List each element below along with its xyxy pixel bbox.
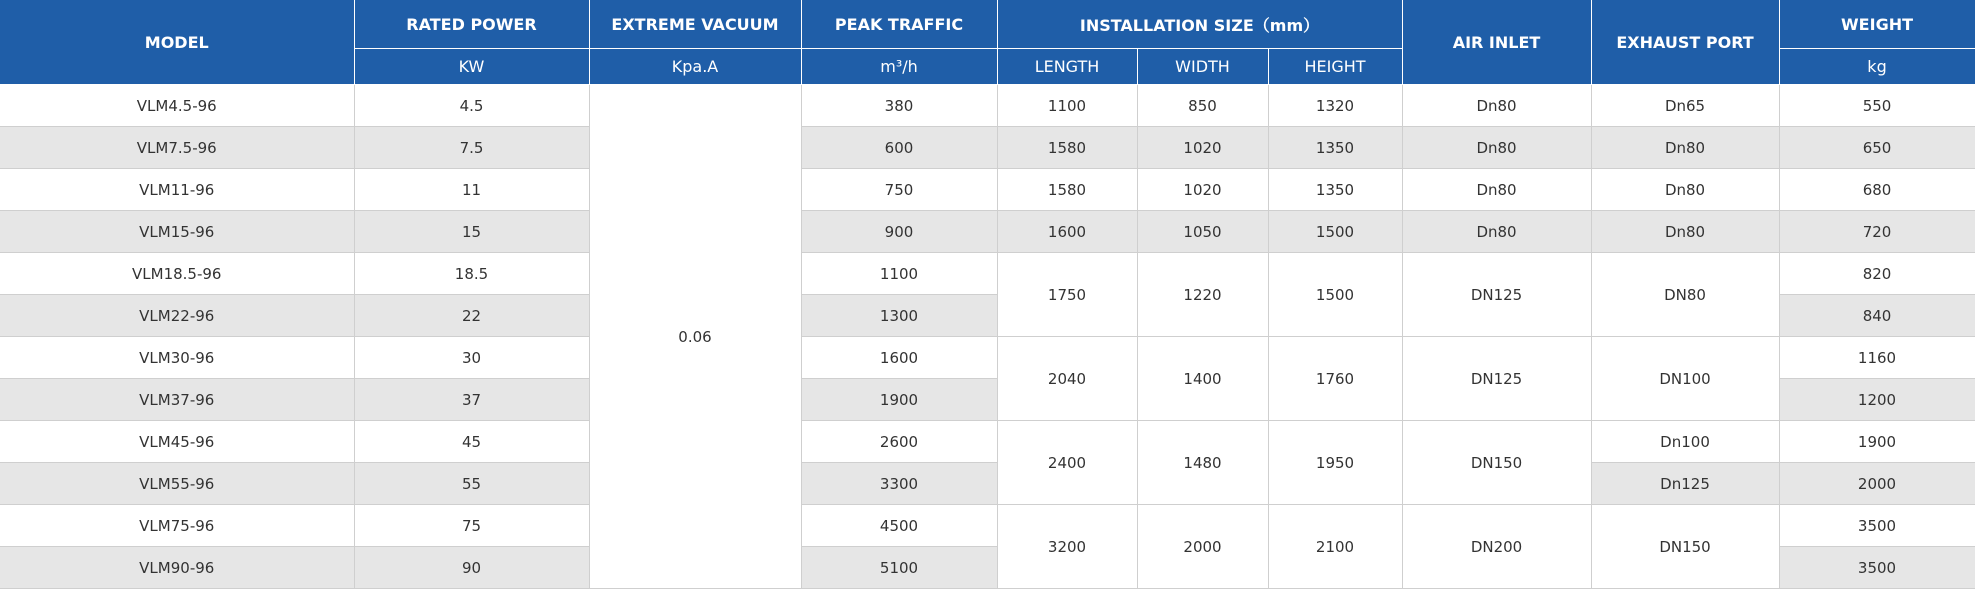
length-cell: 2400	[997, 421, 1137, 505]
table-row	[0, 421, 1975, 463]
table-row	[0, 169, 1975, 211]
header-installation-size: INSTALLATION SIZE（mm）	[997, 0, 1402, 49]
traffic-cell: 1300	[801, 295, 997, 337]
model-cell: VLM45-96	[0, 421, 354, 463]
height-cell: 1950	[1268, 421, 1402, 505]
width-cell: 1480	[1137, 421, 1268, 505]
unit-extreme-vacuum: Kpa.A	[589, 49, 801, 85]
power-cell: 75	[354, 505, 589, 547]
table-row	[0, 85, 1975, 127]
weight-cell: 840	[1779, 295, 1975, 337]
table-row	[0, 463, 1975, 505]
model-cell: VLM30-96	[0, 337, 354, 379]
power-cell: 15	[354, 211, 589, 253]
weight-cell: 820	[1779, 253, 1975, 295]
length-cell: 1580	[997, 169, 1137, 211]
exhaust-port-cell: DN100	[1591, 337, 1779, 421]
header-weight: WEIGHT	[1779, 0, 1975, 49]
model-cell: VLM18.5-96	[0, 253, 354, 295]
header-length: LENGTH	[997, 49, 1137, 85]
traffic-cell: 3300	[801, 463, 997, 505]
weight-cell: 550	[1779, 85, 1975, 127]
header-peak-traffic: PEAK TRAFFIC	[801, 0, 997, 49]
air-inlet-cell: Dn80	[1402, 211, 1591, 253]
traffic-cell: 600	[801, 127, 997, 169]
header-height: HEIGHT	[1268, 49, 1402, 85]
air-inlet-cell: DN125	[1402, 253, 1591, 337]
width-cell: 1020	[1137, 169, 1268, 211]
weight-cell: 1200	[1779, 379, 1975, 421]
power-cell: 37	[354, 379, 589, 421]
length-cell: 2040	[997, 337, 1137, 421]
header-model: MODEL	[0, 0, 354, 85]
unit-rated-power: KW	[354, 49, 589, 85]
table-row	[0, 127, 1975, 169]
model-cell: VLM7.5-96	[0, 127, 354, 169]
traffic-cell: 1900	[801, 379, 997, 421]
power-cell: 4.5	[354, 85, 589, 127]
height-cell: 2100	[1268, 505, 1402, 589]
weight-cell: 1160	[1779, 337, 1975, 379]
power-cell: 7.5	[354, 127, 589, 169]
traffic-cell: 4500	[801, 505, 997, 547]
header-air-inlet: AIR INLET	[1402, 0, 1591, 85]
model-cell: VLM55-96	[0, 463, 354, 505]
traffic-cell: 1600	[801, 337, 997, 379]
height-cell: 1760	[1268, 337, 1402, 421]
exhaust-port-cell: DN80	[1591, 253, 1779, 337]
width-cell: 2000	[1137, 505, 1268, 589]
air-inlet-cell: DN150	[1402, 421, 1591, 505]
model-cell: VLM37-96	[0, 379, 354, 421]
height-cell: 1350	[1268, 127, 1402, 169]
exhaust-port-cell: Dn80	[1591, 211, 1779, 253]
traffic-cell: 750	[801, 169, 997, 211]
power-cell: 11	[354, 169, 589, 211]
traffic-cell: 900	[801, 211, 997, 253]
table-row	[0, 505, 1975, 547]
weight-cell: 3500	[1779, 547, 1975, 589]
power-cell: 30	[354, 337, 589, 379]
model-cell: VLM90-96	[0, 547, 354, 589]
header-extreme-vacuum: EXTREME VACUUM	[589, 0, 801, 49]
height-cell: 1320	[1268, 85, 1402, 127]
air-inlet-cell: DN200	[1402, 505, 1591, 589]
model-cell: VLM15-96	[0, 211, 354, 253]
length-cell: 1600	[997, 211, 1137, 253]
exhaust-port-cell: DN150	[1591, 505, 1779, 589]
table-row	[0, 337, 1975, 379]
power-cell: 55	[354, 463, 589, 505]
table-row	[0, 211, 1975, 253]
air-inlet-cell: DN125	[1402, 337, 1591, 421]
exhaust-port-cell: Dn125	[1591, 463, 1779, 505]
exhaust-port-cell: Dn65	[1591, 85, 1779, 127]
table-row	[0, 253, 1975, 295]
height-cell: 1500	[1268, 211, 1402, 253]
power-cell: 18.5	[354, 253, 589, 295]
air-inlet-cell: Dn80	[1402, 169, 1591, 211]
weight-cell: 2000	[1779, 463, 1975, 505]
weight-cell: 680	[1779, 169, 1975, 211]
model-cell: VLM4.5-96	[0, 85, 354, 127]
traffic-cell: 2600	[801, 421, 997, 463]
width-cell: 1020	[1137, 127, 1268, 169]
length-cell: 1750	[997, 253, 1137, 337]
header-rated-power: RATED POWER	[354, 0, 589, 49]
traffic-cell: 5100	[801, 547, 997, 589]
power-cell: 22	[354, 295, 589, 337]
height-cell: 1350	[1268, 169, 1402, 211]
traffic-cell: 380	[801, 85, 997, 127]
width-cell: 1400	[1137, 337, 1268, 421]
exhaust-port-cell: Dn100	[1591, 421, 1779, 463]
length-cell: 1100	[997, 85, 1137, 127]
width-cell: 1220	[1137, 253, 1268, 337]
air-inlet-cell: Dn80	[1402, 85, 1591, 127]
exhaust-port-cell: Dn80	[1591, 127, 1779, 169]
width-cell: 1050	[1137, 211, 1268, 253]
model-cell: VLM22-96	[0, 295, 354, 337]
model-cell: VLM75-96	[0, 505, 354, 547]
length-cell: 1580	[997, 127, 1137, 169]
length-cell: 3200	[997, 505, 1137, 589]
weight-cell: 1900	[1779, 421, 1975, 463]
weight-cell: 650	[1779, 127, 1975, 169]
width-cell: 850	[1137, 85, 1268, 127]
extreme-vacuum-cell: 0.06	[589, 85, 801, 589]
model-cell: VLM11-96	[0, 169, 354, 211]
unit-peak-traffic: m³/h	[801, 49, 997, 85]
power-cell: 90	[354, 547, 589, 589]
exhaust-port-cell: Dn80	[1591, 169, 1779, 211]
traffic-cell: 1100	[801, 253, 997, 295]
height-cell: 1500	[1268, 253, 1402, 337]
header-exhaust-port: EXHAUST PORT	[1591, 0, 1779, 85]
weight-cell: 720	[1779, 211, 1975, 253]
unit-weight: kg	[1779, 49, 1975, 85]
header-width: WIDTH	[1137, 49, 1268, 85]
power-cell: 45	[354, 421, 589, 463]
air-inlet-cell: Dn80	[1402, 127, 1591, 169]
weight-cell: 3500	[1779, 505, 1975, 547]
